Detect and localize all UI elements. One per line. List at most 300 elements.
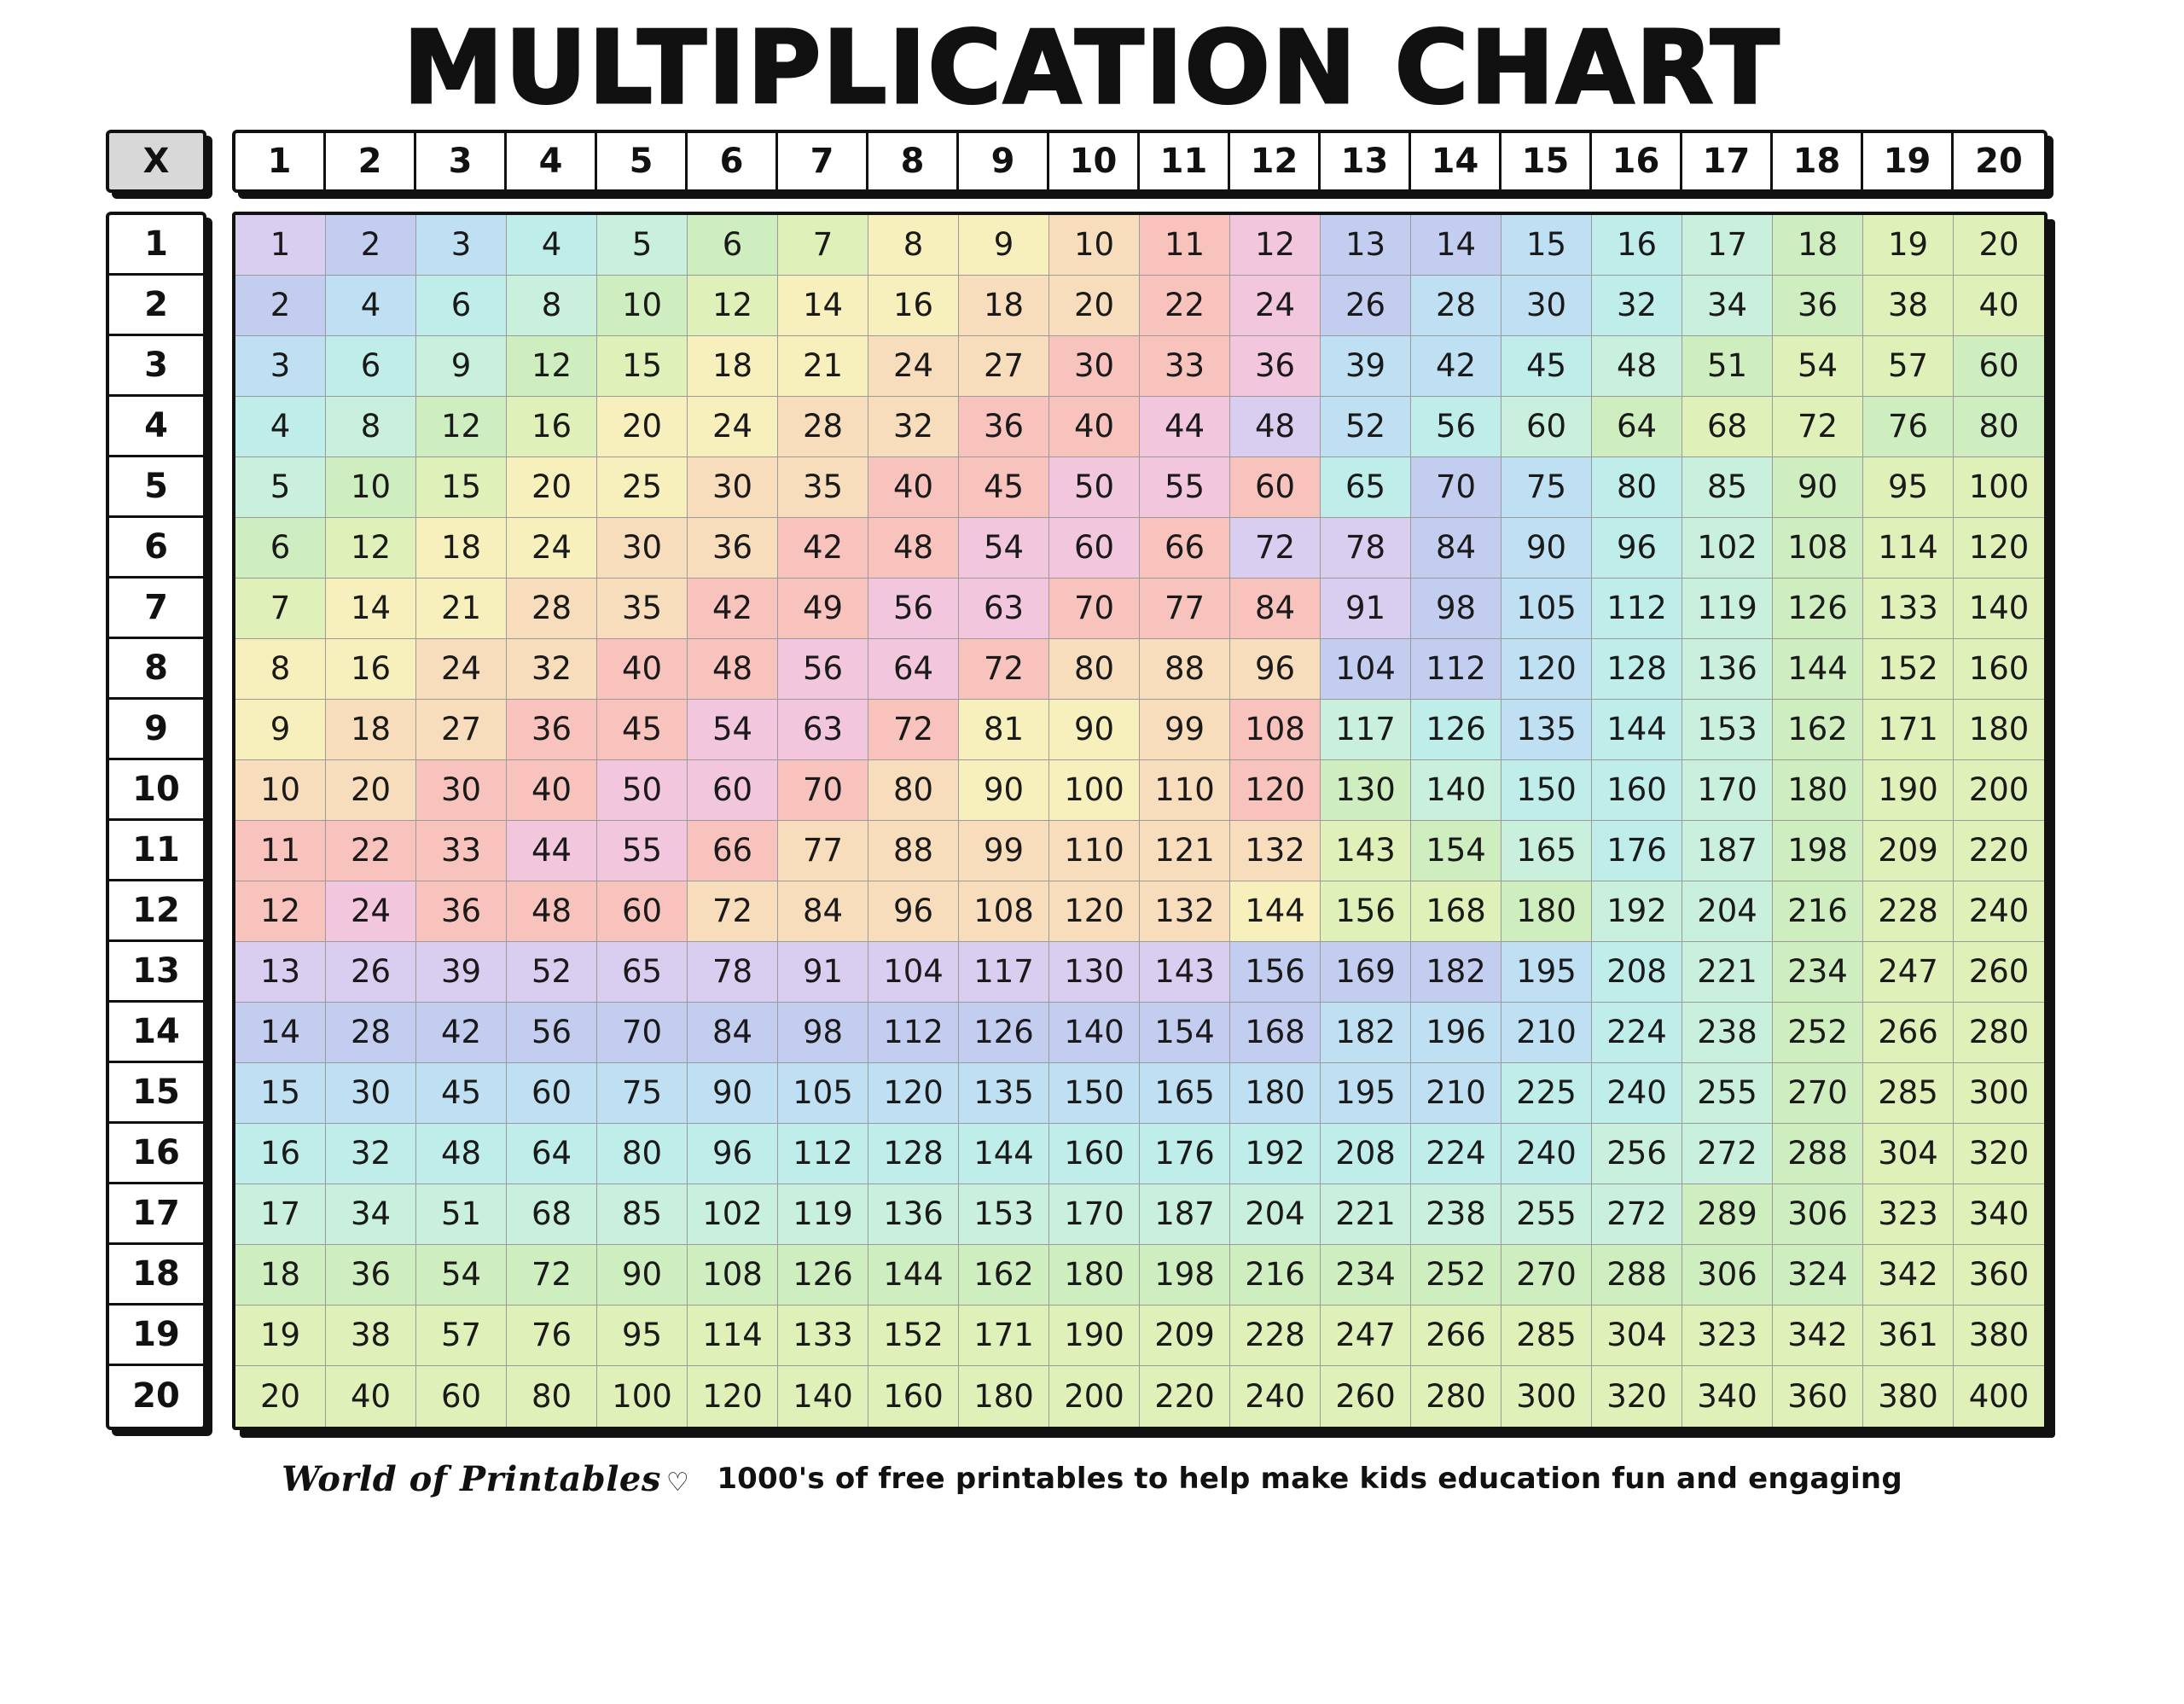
product-cell: 228 xyxy=(1230,1306,1321,1366)
product-cell: 320 xyxy=(1954,1124,2044,1184)
product-cell: 5 xyxy=(597,215,688,276)
product-cell: 40 xyxy=(326,1366,416,1427)
product-cell: 140 xyxy=(1411,760,1502,821)
product-cell: 154 xyxy=(1411,821,1502,881)
product-cell: 119 xyxy=(778,1184,868,1245)
table-row xyxy=(235,579,2044,639)
product-cell: 380 xyxy=(1954,1306,2044,1366)
product-cell: 160 xyxy=(1592,760,1682,821)
table-row xyxy=(235,457,2044,518)
product-cell: 182 xyxy=(1411,942,1502,1003)
product-cell: 35 xyxy=(597,579,688,639)
product-cell: 300 xyxy=(1954,1063,2044,1124)
product-cell: 36 xyxy=(688,518,778,579)
product-cell: 24 xyxy=(1230,276,1321,336)
product-cell: 247 xyxy=(1863,942,1954,1003)
product-cell: 170 xyxy=(1682,760,1773,821)
product-cell: 56 xyxy=(1411,397,1502,457)
product-cell: 84 xyxy=(778,881,868,942)
product-cell: 238 xyxy=(1411,1184,1502,1245)
product-cell: 240 xyxy=(1502,1124,1592,1184)
product-cell: 18 xyxy=(688,336,778,397)
table-row xyxy=(235,1184,2044,1245)
product-cell: 32 xyxy=(868,397,959,457)
product-cell: 16 xyxy=(507,397,597,457)
table-row xyxy=(235,821,2044,881)
chart-area xyxy=(51,130,2133,1430)
product-cell: 144 xyxy=(959,1124,1049,1184)
product-cell: 49 xyxy=(778,579,868,639)
product-cell: 15 xyxy=(597,336,688,397)
product-cell: 60 xyxy=(1049,518,1140,579)
product-cell: 288 xyxy=(1773,1124,1863,1184)
product-cell: 120 xyxy=(1954,518,2044,579)
product-cell: 60 xyxy=(1502,397,1592,457)
table-row xyxy=(235,760,2044,821)
product-cell: 15 xyxy=(235,1063,326,1124)
product-cell: 256 xyxy=(1592,1124,1682,1184)
table-row xyxy=(235,1366,2044,1427)
product-cell: 120 xyxy=(1049,881,1140,942)
product-cell: 220 xyxy=(1954,821,2044,881)
row-header: 18 xyxy=(109,1245,203,1306)
table-row xyxy=(235,700,2044,760)
product-cell: 306 xyxy=(1682,1245,1773,1306)
product-cell: 39 xyxy=(416,942,507,1003)
product-cell: 360 xyxy=(1954,1245,2044,1306)
product-cell: 95 xyxy=(597,1306,688,1366)
product-cell: 7 xyxy=(778,215,868,276)
product-cell: 136 xyxy=(868,1184,959,1245)
product-cell: 70 xyxy=(1049,579,1140,639)
product-cell: 60 xyxy=(688,760,778,821)
product-cell: 11 xyxy=(1140,215,1230,276)
product-cell: 50 xyxy=(597,760,688,821)
product-cell: 68 xyxy=(507,1184,597,1245)
product-cell: 165 xyxy=(1502,821,1592,881)
product-cell: 20 xyxy=(597,397,688,457)
product-cell: 32 xyxy=(507,639,597,700)
product-cell: 192 xyxy=(1592,881,1682,942)
product-cell: 20 xyxy=(507,457,597,518)
product-cell: 12 xyxy=(1230,215,1321,276)
product-cell: 104 xyxy=(868,942,959,1003)
product-cell: 78 xyxy=(688,942,778,1003)
product-cell: 60 xyxy=(1230,457,1321,518)
product-cell: 180 xyxy=(1502,881,1592,942)
product-cell: 66 xyxy=(1140,518,1230,579)
product-cell: 76 xyxy=(1863,397,1954,457)
product-cell: 12 xyxy=(326,518,416,579)
product-cell: 105 xyxy=(778,1063,868,1124)
product-cell: 400 xyxy=(1954,1366,2044,1427)
table-row xyxy=(235,397,2044,457)
product-cell: 21 xyxy=(778,336,868,397)
product-cell: 70 xyxy=(597,1003,688,1063)
product-cell: 340 xyxy=(1682,1366,1773,1427)
product-cell: 323 xyxy=(1682,1306,1773,1366)
product-cell: 126 xyxy=(959,1003,1049,1063)
product-cell: 90 xyxy=(959,760,1049,821)
product-cell: 63 xyxy=(959,579,1049,639)
product-cell: 340 xyxy=(1954,1184,2044,1245)
row-header: 16 xyxy=(109,1124,203,1184)
product-cell: 195 xyxy=(1321,1063,1411,1124)
product-cell: 168 xyxy=(1230,1003,1321,1063)
product-cell: 272 xyxy=(1592,1184,1682,1245)
product-cell: 22 xyxy=(1140,276,1230,336)
product-cell: 126 xyxy=(1773,579,1863,639)
product-cell: 108 xyxy=(959,881,1049,942)
product-cell: 35 xyxy=(778,457,868,518)
product-cell: 150 xyxy=(1502,760,1592,821)
column-header: 3 xyxy=(416,133,507,189)
column-header: 14 xyxy=(1411,133,1502,189)
product-cell: 120 xyxy=(1502,639,1592,700)
product-cell: 252 xyxy=(1411,1245,1502,1306)
product-cell: 55 xyxy=(597,821,688,881)
product-cell: 112 xyxy=(1592,579,1682,639)
product-cell: 90 xyxy=(1502,518,1592,579)
product-cell: 72 xyxy=(868,700,959,760)
product-cell: 225 xyxy=(1502,1063,1592,1124)
product-cell: 88 xyxy=(868,821,959,881)
product-cell: 56 xyxy=(507,1003,597,1063)
product-cell: 42 xyxy=(416,1003,507,1063)
product-cell: 54 xyxy=(959,518,1049,579)
product-cell: 21 xyxy=(416,579,507,639)
product-cell: 152 xyxy=(868,1306,959,1366)
table-row xyxy=(235,1003,2044,1063)
product-cell: 176 xyxy=(1140,1124,1230,1184)
product-cell: 285 xyxy=(1863,1063,1954,1124)
product-cell: 72 xyxy=(959,639,1049,700)
product-cell: 108 xyxy=(1773,518,1863,579)
product-cell: 272 xyxy=(1682,1124,1773,1184)
product-cell: 60 xyxy=(1954,336,2044,397)
product-cell: 65 xyxy=(1321,457,1411,518)
chart-body xyxy=(51,212,2133,1430)
product-cell: 18 xyxy=(416,518,507,579)
product-cell: 14 xyxy=(235,1003,326,1063)
product-cell: 81 xyxy=(959,700,1049,760)
table-row xyxy=(235,1124,2044,1184)
product-cell: 143 xyxy=(1321,821,1411,881)
product-cell: 252 xyxy=(1773,1003,1863,1063)
product-cell: 171 xyxy=(959,1306,1049,1366)
product-cell: 24 xyxy=(326,881,416,942)
product-cell: 85 xyxy=(1682,457,1773,518)
product-cell: 90 xyxy=(1049,700,1140,760)
table-row xyxy=(235,336,2044,397)
product-cell: 45 xyxy=(597,700,688,760)
product-cell: 63 xyxy=(778,700,868,760)
product-cell: 144 xyxy=(1773,639,1863,700)
product-cell: 132 xyxy=(1230,821,1321,881)
product-cell: 17 xyxy=(235,1184,326,1245)
product-cell: 4 xyxy=(507,215,597,276)
row-header: 15 xyxy=(109,1063,203,1124)
product-cell: 15 xyxy=(416,457,507,518)
product-cell: 10 xyxy=(326,457,416,518)
product-cell: 3 xyxy=(235,336,326,397)
row-header: 1 xyxy=(109,215,203,276)
product-cell: 128 xyxy=(1592,639,1682,700)
product-cell: 140 xyxy=(778,1366,868,1427)
product-cell: 209 xyxy=(1863,821,1954,881)
product-cell: 120 xyxy=(868,1063,959,1124)
product-cell: 48 xyxy=(1592,336,1682,397)
product-cell: 84 xyxy=(1230,579,1321,639)
product-cell: 48 xyxy=(507,881,597,942)
product-cell: 247 xyxy=(1321,1306,1411,1366)
product-cell: 52 xyxy=(1321,397,1411,457)
product-cell: 42 xyxy=(778,518,868,579)
row-headers xyxy=(106,212,206,1430)
product-cell: 169 xyxy=(1321,942,1411,1003)
row-header: 19 xyxy=(109,1306,203,1366)
product-cell: 112 xyxy=(868,1003,959,1063)
product-cell: 40 xyxy=(868,457,959,518)
product-cell: 32 xyxy=(1592,276,1682,336)
product-cell: 3 xyxy=(416,215,507,276)
product-cell: 361 xyxy=(1863,1306,1954,1366)
product-cell: 91 xyxy=(1321,579,1411,639)
product-cell: 160 xyxy=(1049,1124,1140,1184)
column-header: 13 xyxy=(1321,133,1411,189)
product-cell: 75 xyxy=(1502,457,1592,518)
product-cell: 96 xyxy=(868,881,959,942)
row-header: 5 xyxy=(109,457,203,518)
product-cell: 130 xyxy=(1049,942,1140,1003)
product-cell: 200 xyxy=(1049,1366,1140,1427)
product-cell: 196 xyxy=(1411,1003,1502,1063)
product-cell: 130 xyxy=(1321,760,1411,821)
product-cell: 12 xyxy=(416,397,507,457)
product-cell: 100 xyxy=(597,1366,688,1427)
row-header: 20 xyxy=(132,1376,180,1416)
footer-tagline: 1000's of free printables to help make kids education fun and engaging xyxy=(717,1462,1902,1497)
product-cell: 60 xyxy=(416,1366,507,1427)
product-cell: 9 xyxy=(959,215,1049,276)
product-cell: 126 xyxy=(1411,700,1502,760)
product-cell: 26 xyxy=(326,942,416,1003)
product-cell: 260 xyxy=(1321,1366,1411,1427)
product-cell: 98 xyxy=(778,1003,868,1063)
product-cell: 19 xyxy=(235,1306,326,1366)
product-cell: 110 xyxy=(1140,760,1230,821)
product-cell: 144 xyxy=(1592,700,1682,760)
product-cell: 380 xyxy=(1863,1366,1954,1427)
product-cell: 289 xyxy=(1682,1184,1773,1245)
product-cell: 30 xyxy=(1049,336,1140,397)
product-cell: 80 xyxy=(1592,457,1682,518)
product-cell: 51 xyxy=(1682,336,1773,397)
product-cell: 180 xyxy=(1773,760,1863,821)
product-cell: 285 xyxy=(1502,1306,1592,1366)
column-header: 12 xyxy=(1230,133,1321,189)
product-cell: 150 xyxy=(1049,1063,1140,1124)
product-cell: 14 xyxy=(778,276,868,336)
product-cell: 28 xyxy=(778,397,868,457)
product-cell: 16 xyxy=(1592,215,1682,276)
row-header: 14 xyxy=(109,1003,203,1063)
product-cell: 54 xyxy=(1773,336,1863,397)
product-cell: 85 xyxy=(597,1184,688,1245)
product-cell: 156 xyxy=(1230,942,1321,1003)
product-cell: 20 xyxy=(235,1366,326,1427)
product-cell: 280 xyxy=(1411,1366,1502,1427)
product-cell: 192 xyxy=(1230,1124,1321,1184)
product-cell: 300 xyxy=(1502,1366,1592,1427)
product-cell: 187 xyxy=(1682,821,1773,881)
table-row xyxy=(235,518,2044,579)
product-cell: 342 xyxy=(1773,1306,1863,1366)
product-cell: 220 xyxy=(1140,1366,1230,1427)
column-header: 10 xyxy=(1049,133,1140,189)
product-cell: 10 xyxy=(1049,215,1140,276)
row-header: 8 xyxy=(109,639,203,700)
product-cell: 304 xyxy=(1863,1124,1954,1184)
product-cell: 72 xyxy=(1773,397,1863,457)
product-cell: 234 xyxy=(1321,1245,1411,1306)
product-cell: 6 xyxy=(326,336,416,397)
product-cell: 91 xyxy=(778,942,868,1003)
product-cell: 9 xyxy=(235,700,326,760)
product-cell: 240 xyxy=(1230,1366,1321,1427)
product-cell: 234 xyxy=(1773,942,1863,1003)
product-cell: 119 xyxy=(1682,579,1773,639)
product-cell: 95 xyxy=(1863,457,1954,518)
product-cell: 36 xyxy=(416,881,507,942)
product-cell: 88 xyxy=(1140,639,1230,700)
table-row xyxy=(235,215,2044,276)
product-cell: 324 xyxy=(1773,1245,1863,1306)
table-row xyxy=(235,276,2044,336)
column-header: 6 xyxy=(688,133,778,189)
product-cell: 360 xyxy=(1773,1366,1863,1427)
column-header: 9 xyxy=(959,133,1049,189)
product-cell: 2 xyxy=(326,215,416,276)
product-cell: 160 xyxy=(868,1366,959,1427)
product-cell: 121 xyxy=(1140,821,1230,881)
product-cell: 208 xyxy=(1592,942,1682,1003)
product-cell: 38 xyxy=(326,1306,416,1366)
product-cell: 6 xyxy=(235,518,326,579)
product-cell: 8 xyxy=(507,276,597,336)
product-cell: 12 xyxy=(235,881,326,942)
column-header: 19 xyxy=(1863,133,1954,189)
product-cell: 114 xyxy=(688,1306,778,1366)
product-cell: 24 xyxy=(868,336,959,397)
product-cell: 128 xyxy=(868,1124,959,1184)
product-cell: 51 xyxy=(416,1184,507,1245)
product-cell: 16 xyxy=(235,1124,326,1184)
product-cell: 120 xyxy=(1230,760,1321,821)
product-cell: 48 xyxy=(688,639,778,700)
product-cell: 190 xyxy=(1863,760,1954,821)
product-cell: 102 xyxy=(688,1184,778,1245)
product-cell: 100 xyxy=(1954,457,2044,518)
product-cell: 30 xyxy=(416,760,507,821)
product-cell: 135 xyxy=(959,1063,1049,1124)
footer xyxy=(0,1459,2184,1499)
product-cell: 14 xyxy=(1411,215,1502,276)
product-cell: 80 xyxy=(868,760,959,821)
product-cell: 132 xyxy=(1140,881,1230,942)
product-cell: 165 xyxy=(1140,1063,1230,1124)
product-cell: 108 xyxy=(688,1245,778,1306)
product-cell: 342 xyxy=(1863,1245,1954,1306)
product-cell: 26 xyxy=(1321,276,1411,336)
product-cell: 162 xyxy=(959,1245,1049,1306)
column-header: 4 xyxy=(507,133,597,189)
product-cell: 80 xyxy=(1954,397,2044,457)
product-cell: 40 xyxy=(597,639,688,700)
product-cell: 144 xyxy=(868,1245,959,1306)
product-cell: 108 xyxy=(1230,700,1321,760)
product-cell: 112 xyxy=(1411,639,1502,700)
column-header: 15 xyxy=(1502,133,1592,189)
product-cell: 190 xyxy=(1049,1306,1140,1366)
product-cell: 54 xyxy=(416,1245,507,1306)
product-cell: 56 xyxy=(868,579,959,639)
product-cell: 156 xyxy=(1321,881,1411,942)
product-cell: 27 xyxy=(959,336,1049,397)
product-cell: 100 xyxy=(1049,760,1140,821)
product-cell: 114 xyxy=(1863,518,1954,579)
product-cell: 160 xyxy=(1954,639,2044,700)
product-cell: 12 xyxy=(507,336,597,397)
product-cell: 42 xyxy=(688,579,778,639)
product-cell: 28 xyxy=(1411,276,1502,336)
product-cell: 171 xyxy=(1863,700,1954,760)
product-cell: 42 xyxy=(1411,336,1502,397)
table-row xyxy=(235,1306,2044,1366)
product-cell: 8 xyxy=(868,215,959,276)
product-cell: 80 xyxy=(597,1124,688,1184)
product-cell: 99 xyxy=(959,821,1049,881)
product-cell: 228 xyxy=(1863,881,1954,942)
column-header: 11 xyxy=(1140,133,1230,189)
product-cell: 280 xyxy=(1954,1003,2044,1063)
product-cell: 180 xyxy=(1230,1063,1321,1124)
row-header: 11 xyxy=(109,821,203,881)
product-cell: 24 xyxy=(688,397,778,457)
product-cell: 204 xyxy=(1682,881,1773,942)
column-header: 17 xyxy=(1682,133,1773,189)
product-cell: 180 xyxy=(959,1366,1049,1427)
product-cell: 8 xyxy=(235,639,326,700)
product-cell: 238 xyxy=(1682,1003,1773,1063)
row-header: 4 xyxy=(109,397,203,457)
product-cell: 57 xyxy=(1863,336,1954,397)
product-cell: 168 xyxy=(1411,881,1502,942)
corner-operator-cell: X xyxy=(106,130,206,193)
product-cell: 216 xyxy=(1773,881,1863,942)
product-cell: 76 xyxy=(507,1306,597,1366)
product-cell: 117 xyxy=(959,942,1049,1003)
product-cell: 24 xyxy=(507,518,597,579)
table-row xyxy=(235,942,2044,1003)
product-cell: 105 xyxy=(1502,579,1592,639)
product-cell: 182 xyxy=(1321,1003,1411,1063)
product-cell: 32 xyxy=(326,1124,416,1184)
product-cell: 320 xyxy=(1592,1366,1682,1427)
product-cell: 56 xyxy=(778,639,868,700)
row-header: 2 xyxy=(109,276,203,336)
product-cell: 33 xyxy=(416,821,507,881)
